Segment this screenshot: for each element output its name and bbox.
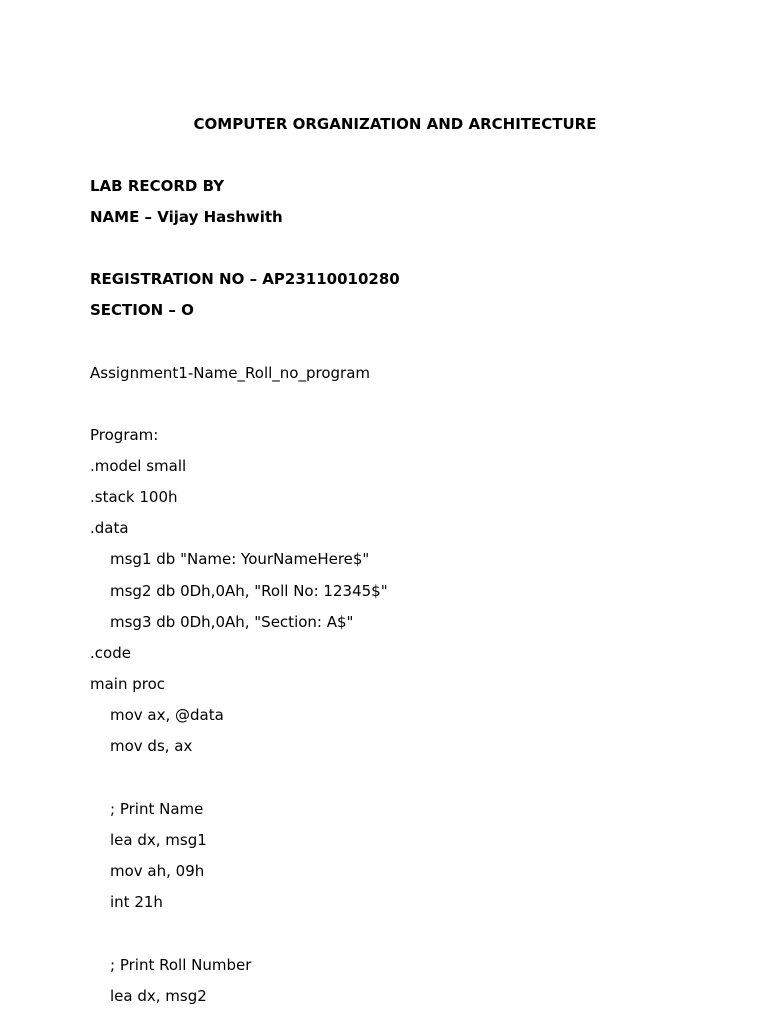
code-line: msg2 db 0Dh,0Ah, "Roll No: 12345$" [110, 582, 388, 600]
code-line: .code [90, 644, 131, 662]
code-comment: ; Print Roll Number [110, 956, 252, 974]
code-line: msg3 db 0Dh,0Ah, "Section: A$" [110, 613, 354, 631]
registration-number: REGISTRATION NO – AP23110010280 [90, 270, 400, 288]
lab-record-by-label: LAB RECORD BY [90, 177, 225, 195]
code-line: lea dx, msg2 [110, 987, 207, 1005]
code-line: int 21h [110, 893, 163, 911]
code-line: mov ds, ax [110, 737, 193, 755]
code-comment: ; Print Name [110, 800, 204, 818]
code-line: mov ah, 09h [110, 862, 205, 880]
program-label: Program: [90, 426, 159, 444]
section-label: SECTION – O [90, 301, 194, 319]
code-line: msg1 db "Name: YourNameHere$" [110, 550, 370, 568]
code-line: .data [90, 519, 129, 537]
code-line: lea dx, msg1 [110, 831, 207, 849]
code-line: .model small [90, 457, 187, 475]
document-title: COMPUTER ORGANIZATION AND ARCHITECTURE [193, 115, 597, 133]
code-line: .stack 100h [90, 488, 178, 506]
student-name: NAME – Vijay Hashwith [90, 208, 283, 226]
code-line: mov ax, @data [110, 706, 224, 724]
assignment-title: Assignment1-Name_Roll_no_program [90, 364, 370, 382]
code-line: main proc [90, 675, 166, 693]
